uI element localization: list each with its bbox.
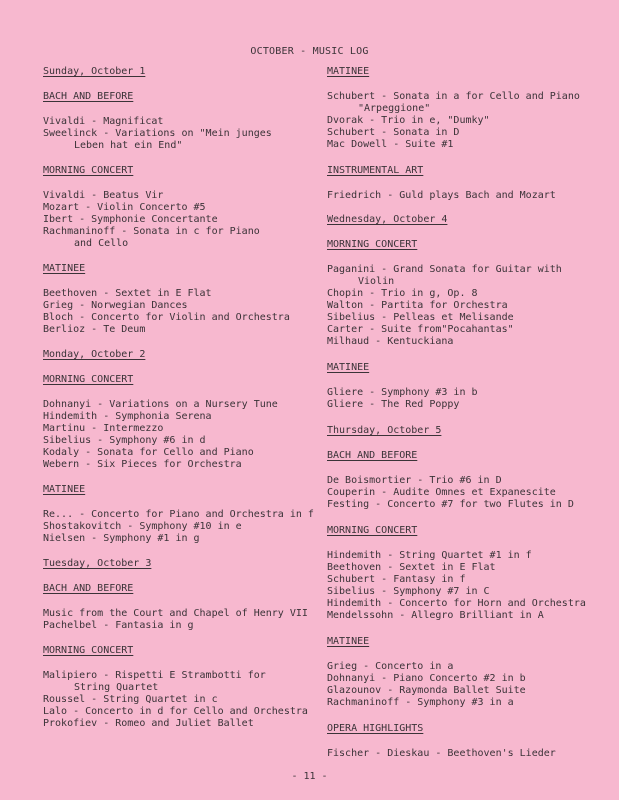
program-entry: Martinu - Intermezzo [43,423,164,434]
program-entry: Schubert - Fantasy in f [327,574,466,585]
program-entry: Music from the Court and Chapel of Henry VII [43,608,308,619]
program-entry: Beethoven - Sextet in E Flat [327,562,496,573]
program-entry: Glazounov - Raymonda Ballet Suite [327,685,526,696]
program-entry: Sibelius - Symphony #6 in d [43,435,206,446]
section-heading: Monday, October 2 [43,349,146,360]
program-entry: Walton - Partita for Orchestra [327,300,508,311]
section-heading: MORNING CONCERT [43,374,134,385]
section-heading: MATINEE [43,263,86,274]
section-heading: Sunday, October 1 [43,66,146,77]
section-heading: MORNING CONCERT [43,165,134,176]
section-heading: OPERA HIGHLIGHTS [327,723,424,734]
program-entry: Sibelius - Pelleas et Melisande [327,312,514,323]
program-entry: Sibelius - Symphony #7 in C [327,586,490,597]
program-entry: Leben hat ein End" [74,140,183,151]
program-entry: Carter - Suite from"Pocahantas" [327,324,514,335]
program-entry: Berlioz - Te Deum [43,324,146,335]
program-entry: String Quartet [74,682,159,693]
program-entry: Gliere - Symphony #3 in b [327,387,478,398]
program-entry: Hindemith - Concerto for Horn and Orchestra [327,598,586,609]
program-entry: Mendelssohn - Allegro Brilliant in A [327,610,544,621]
section-heading: MATINEE [327,636,370,647]
program-entry: Schubert - Sonata in D [327,127,460,138]
program-entry: Dohnanyi - Variations on a Nursery Tune [43,399,278,410]
program-entry: Malipiero - Rispetti E Strambotti for [43,670,266,681]
program-entry: Pachelbel - Fantasia in g [43,620,194,631]
program-entry: Dohnanyi - Piano Concerto #2 in b [327,673,526,684]
program-entry: Webern - Six Pieces for Orchestra [43,459,242,470]
section-heading: MORNING CONCERT [327,525,418,536]
program-entry: Chopin - Trio in g, Op. 8 [327,288,478,299]
program-entry: Paganini - Grand Sonata for Guitar with [327,264,562,275]
program-entry: Dvorak - Trio in e, "Dumky" [327,115,490,126]
program-entry: Rachmaninoff - Sonata in c for Piano [43,226,260,237]
section-heading: Tuesday, October 3 [43,558,152,569]
page-title: OCTOBER - MUSIC LOG [250,46,369,57]
section-heading: MATINEE [327,362,370,373]
section-heading: Wednesday, October 4 [327,214,448,225]
program-entry: Mac Dowell - Suite #1 [327,139,454,150]
section-heading: BACH AND BEFORE [327,450,418,461]
section-heading: MATINEE [327,66,370,77]
section-heading: MORNING CONCERT [43,645,134,656]
program-entry: Rachmaninoff - Symphony #3 in a [327,697,514,708]
program-entry: Sweelinck - Variations on "Mein junges [43,128,272,139]
program-entry: Festing - Concerto #7 for two Flutes in D [327,499,574,510]
program-entry: De Boismortier - Trio #6 in D [327,475,502,486]
program-entry: Schubert - Sonata in a for Cello and Piano [327,91,580,102]
program-entry: Prokofiev - Romeo and Juliet Ballet [43,718,254,729]
program-entry: Hindemith - String Quartet #1 in f [327,550,532,561]
program-entry: Milhaud - Kentuckiana [327,336,454,347]
program-entry: Couperin - Audite Omnes et Expanescite [327,487,556,498]
section-heading: INSTRUMENTAL ART [327,165,424,176]
program-entry: and Cello [74,238,129,249]
program-entry: Vivaldi - Beatus Vir [43,190,164,201]
section-heading: BACH AND BEFORE [43,91,134,102]
program-entry: Roussel - String Quartet in c [43,694,218,705]
program-entry: Grieg - Concerto in a [327,661,454,672]
program-entry: Mozart - Violin Concerto #5 [43,202,206,213]
program-entry: Nielsen - Symphony #1 in g [43,533,200,544]
program-entry: Friedrich - Guld plays Bach and Mozart [327,190,556,201]
program-entry: Bloch - Concerto for Violin and Orchestra [43,312,290,323]
page-number: - 11 - [291,771,328,782]
program-entry: Shostakovitch - Symphony #10 in e [43,521,242,532]
program-entry: Vivaldi - Magnificat [43,116,164,127]
program-entry: Ibert - Symphonie Concertante [43,214,218,225]
program-entry: Kodaly - Sonata for Cello and Piano [43,447,254,458]
program-entry: Hindemith - Symphonia Serena [43,411,212,422]
program-entry: Fischer - Dieskau - Beethoven's Lieder [327,748,556,759]
program-entry: Lalo - Concerto in d for Cello and Orchestra [43,706,308,717]
section-heading: Thursday, October 5 [327,425,442,436]
program-entry: "Arpeggione" [358,103,431,114]
section-heading: MATINEE [43,484,86,495]
program-entry: Beethoven - Sextet in E Flat [43,288,212,299]
program-entry: Grieg - Norwegian Dances [43,300,188,311]
section-heading: MORNING CONCERT [327,239,418,250]
program-entry: Re... - Concerto for Piano and Orchestra in f [43,509,314,520]
program-entry: Gliere - The Red Poppy [327,399,460,410]
program-entry: Violin [358,276,395,287]
section-heading: BACH AND BEFORE [43,583,134,594]
